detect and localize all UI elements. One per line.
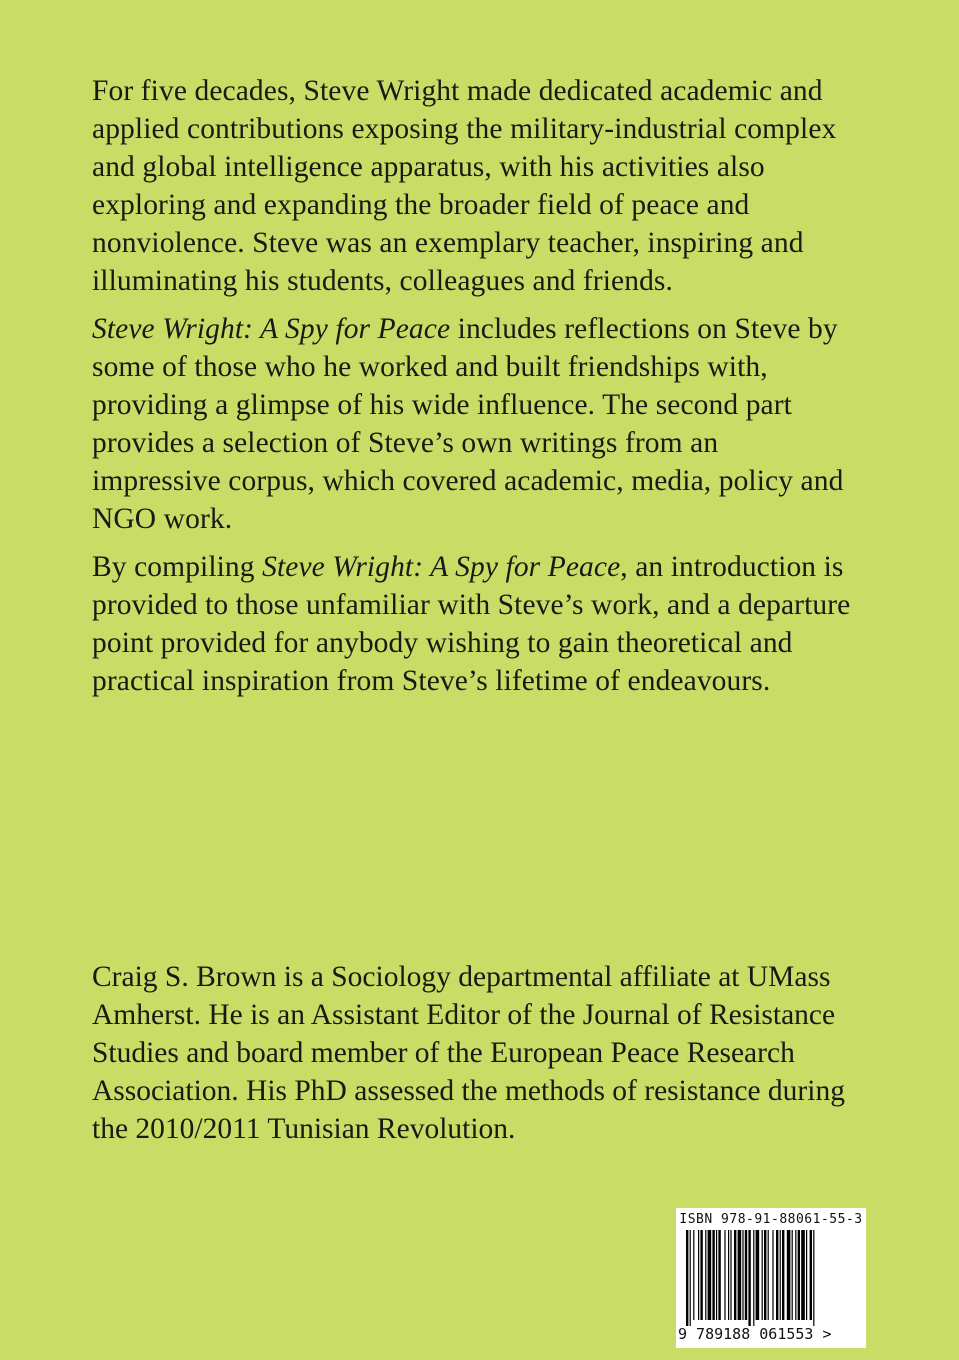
barcode-bar bbox=[745, 1230, 747, 1320]
barcode-bar bbox=[690, 1230, 691, 1326]
barcode-bar bbox=[724, 1230, 725, 1320]
blurb-paragraph-1-text: For five decades, Steve Wright made dedicated academic and applied contributions exposing the military-industrial complex and global intelligence apparatus, with his activities also exploring and expanding the broader field of peace and nonviolence. Steve was an exemplary teacher, inspiring and illuminating his students, colleagues and friends. bbox=[92, 75, 837, 297]
barcode-bar bbox=[780, 1230, 781, 1320]
barcode-bar bbox=[734, 1230, 736, 1320]
barcode-bar bbox=[776, 1230, 778, 1320]
barcode-bar bbox=[705, 1230, 706, 1320]
barcode-bar bbox=[772, 1230, 773, 1320]
isbn-label: ISBN 978-91-88061-55-3 bbox=[679, 1212, 863, 1227]
blurb-paragraph-3 bbox=[92, 548, 852, 700]
ean-digits: 9 789188 061553 > bbox=[678, 1325, 832, 1343]
book-title-italic: Steve Wright: A Spy for Peace bbox=[92, 313, 451, 345]
barcode-bar bbox=[753, 1230, 754, 1326]
book-title-italic: Steve Wright: A Spy for Peace bbox=[262, 551, 621, 583]
blurb-paragraph-1 bbox=[92, 72, 852, 300]
barcode-bar bbox=[764, 1230, 766, 1320]
barcode-bar bbox=[742, 1230, 743, 1320]
barcode-bar bbox=[700, 1230, 702, 1320]
blurb-paragraph-2-text: includes reflections on Steve by some of those who he worked and built friendships with, providing a glimpse of his wide influence. The second part provides a selection of Steve’s own writings from an impressive corpus, which covered academic, media, policy and NGO work. bbox=[92, 313, 844, 535]
barcode-bar bbox=[718, 1230, 720, 1320]
blurb-paragraph-3-text: , an introduction is provided to those unfamiliar with Steve’s work, and a departure point provided for anybody wishing to gain theoretical and practical inspiration from Steve’s lifetime of endeavours. bbox=[92, 551, 851, 697]
barcode-bar bbox=[768, 1230, 769, 1320]
barcode-bar bbox=[686, 1230, 688, 1326]
barcode-bar bbox=[716, 1230, 717, 1320]
barcode-bar bbox=[798, 1230, 800, 1320]
blurb-paragraph-2 bbox=[92, 310, 852, 538]
barcode-bars bbox=[684, 1230, 858, 1326]
barcode-bar bbox=[801, 1230, 805, 1320]
blurb-paragraph-3-start: By compiling bbox=[92, 551, 263, 583]
author-bio-text: Craig S. Brown is a Sociology departmental affiliate at UMass Amherst. He is an Assistant Editor of the Journal of Resistance Studies and board member of the European Peace Research Association. His PhD assessed the methods of resistance during the 2010/2011 Tunisian Revolution. bbox=[92, 961, 845, 1145]
book-blurb bbox=[92, 72, 852, 710]
barcode-bar bbox=[756, 1230, 760, 1320]
barcode-bar bbox=[730, 1230, 731, 1320]
barcode-bar bbox=[787, 1230, 791, 1320]
barcode-bar bbox=[698, 1230, 699, 1320]
barcode-bar bbox=[712, 1230, 714, 1320]
barcode-bar bbox=[810, 1230, 812, 1320]
barcode-bar bbox=[806, 1230, 807, 1320]
isbn-barcode bbox=[676, 1208, 866, 1348]
barcode-bar bbox=[728, 1230, 729, 1320]
barcode-bar bbox=[748, 1230, 750, 1326]
barcode-bar bbox=[738, 1230, 742, 1320]
barcode-bar bbox=[708, 1230, 712, 1320]
barcode-bar bbox=[813, 1230, 814, 1326]
author-bio bbox=[92, 958, 852, 1148]
barcode-bar bbox=[795, 1230, 796, 1320]
barcode-bar bbox=[693, 1230, 694, 1320]
barcode-bar bbox=[762, 1230, 763, 1320]
barcode-bar bbox=[792, 1230, 793, 1320]
barcode-bar bbox=[782, 1230, 784, 1320]
